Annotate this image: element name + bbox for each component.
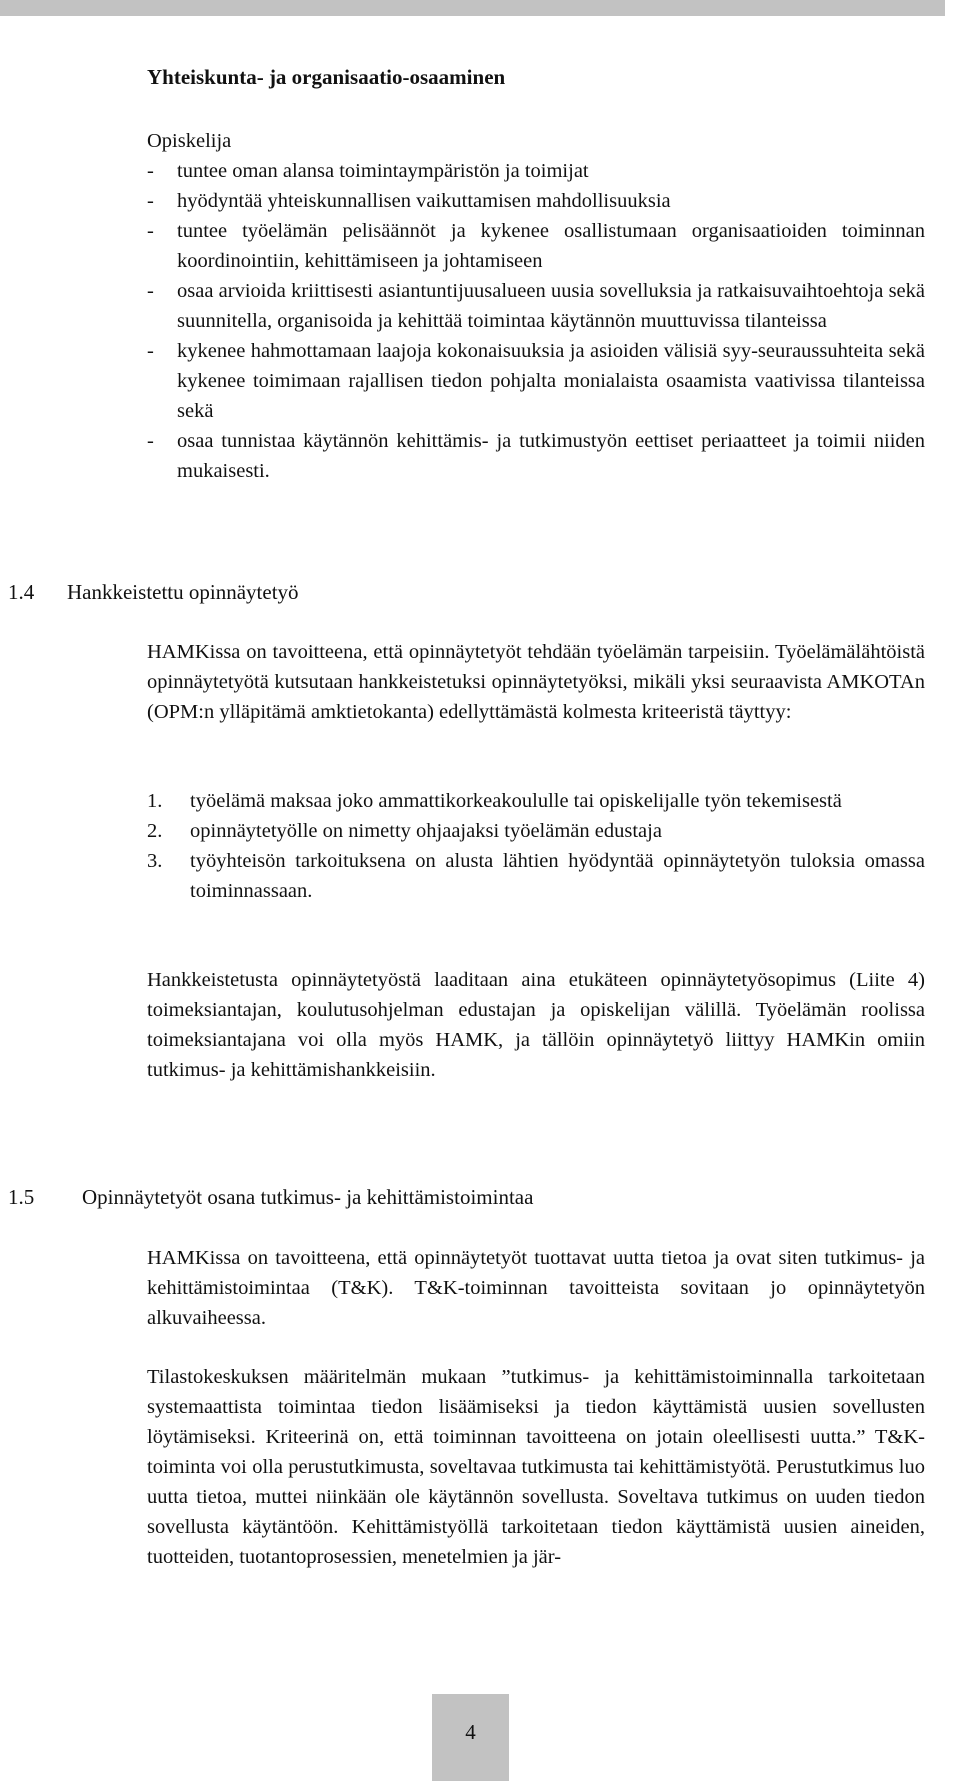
list-item bbox=[147, 186, 925, 216]
intro-label: Opiskelija bbox=[147, 130, 232, 152]
list-item bbox=[147, 336, 925, 426]
list-item-text: tuntee työelämän pelisäännöt ja kykenee osallistumaan organisaatioiden toiminnan koordinointiin, kehittämiseen ja johtamiseen bbox=[177, 220, 925, 272]
item-number: 1. bbox=[147, 790, 163, 812]
section-1-4-paragraph-1: HAMKissa on tavoitteena, että opinnäytetyöt tehdään työelämän tarpeisiin. Työelämälähtöistä opinnäytetyötä kutsutaan hankkeistetuksi opinnäytetyöksi, mikäli yksi seuraavista AMKOTAn (OPM:n ylläpitämä amktietokanta) edellyttämästä kolmesta kriteeristä täyttyy: bbox=[147, 641, 925, 723]
competence-list bbox=[147, 156, 925, 486]
list-item-text: työelämä maksaa joko ammattikorkeakoululle tai opiskelijalle työn tekemisestä bbox=[190, 790, 842, 812]
list-item-text: kykenee hahmottamaan laajoja kokonaisuuksia ja asioiden välisiä syy-seuraussuhteita sekä kykenee toimimaan rajallisen tiedon pohjalta monialaista osaamista vaativissa tilanteissa sekä bbox=[177, 340, 925, 422]
list-item bbox=[147, 156, 925, 186]
criteria-list bbox=[147, 786, 925, 906]
dash-marker: - bbox=[147, 220, 154, 242]
item-number: 3. bbox=[147, 850, 163, 872]
section-title: Hankkeistettu opinnäytetyö bbox=[67, 580, 299, 604]
dash-marker: - bbox=[147, 190, 154, 212]
list-item bbox=[147, 846, 925, 906]
section-1-5-paragraph-1: HAMKissa on tavoitteena, että opinnäytetyöt tuottavat uutta tietoa ja ovat siten tutkimus- ja kehittämistoimintaa (T&K). T&K-toiminnan tavoitteista sovitaan jo opinnäytetyön alkuvaiheessa. bbox=[147, 1247, 925, 1329]
list-item bbox=[147, 276, 925, 336]
page-number: 4 bbox=[432, 1694, 509, 1781]
section-title: Opinnäytetyöt osana tutkimus- ja kehittämistoimintaa bbox=[82, 1185, 534, 1209]
dash-marker: - bbox=[147, 280, 154, 302]
list-item-text: osaa arvioida kriittisesti asiantuntijuusalueen uusia sovelluksia ja ratkaisuvaihtoehtoja sekä suunnitella, organisoida ja kehittää toimintaa käytännön muuttuvissa tilanteissa bbox=[177, 280, 925, 332]
competence-list-block bbox=[147, 126, 925, 486]
section-1-5-paragraph-2: Tilastokeskuksen määritelmän mukaan ”tutkimus- ja kehittämistoiminnalla tarkoitetaan systemaattista toimintaa tiedon lisäämiseksi ja tiedon käyttämistä uusien sovellusten löytämiseksi. Kriteerinä on, että toiminnan tavoitteena on jotain oleellisesti uutta.” T&K-toiminta voi olla perustutkimusta, soveltavaa tutkimusta tai kehittämistyötä. Perustutkimus luo uutta tietoa, muttei niinkään ole käytännön sovellusta. Soveltava tutkimus on uuden tiedon sovellusta käytäntöön. Kehittämistyöllä tarkoitetaan tiedon käyttämistä uusien aineiden, tuotteiden, tuotantoprosessien, menetelmien ja jär- bbox=[147, 1366, 925, 1568]
list-item-text: työyhteisön tarkoituksena on alusta lähtien hyödyntää opinnäytetyön tuloksia omassa toiminnassaan. bbox=[190, 850, 925, 902]
list-item bbox=[147, 816, 925, 846]
list-item bbox=[147, 426, 925, 486]
dash-marker: - bbox=[147, 340, 154, 362]
section-heading: Yhteiskunta- ja organisaatio-osaaminen bbox=[147, 65, 506, 89]
top-header-bar bbox=[0, 0, 945, 16]
list-item-text: tuntee oman alansa toimintaympäristön ja toimijat bbox=[177, 160, 589, 182]
list-item-text: opinnäytetyölle on nimetty ohjaajaksi työelämän edustaja bbox=[190, 820, 662, 842]
item-number: 2. bbox=[147, 820, 163, 842]
dash-marker: - bbox=[147, 160, 154, 182]
list-item-text: osaa tunnistaa käytännön kehittämis- ja tutkimustyön eettiset periaatteet ja toimii niiden mukaisesti. bbox=[177, 430, 925, 482]
section-1-4-paragraph-2: Hankkeistetusta opinnäytetyöstä laaditaan aina etukäteen opinnäytetyösopimus (Liite 4) toimeksiantajan, koulutusohjelman edustajan ja opiskelijan välillä. Työelämän roolissa toimeksiantajana voi olla myös HAMK, ja tällöin opinnäytetyö liittyy HAMKin omiin tutkimus- ja kehittämishankkeisiin. bbox=[147, 969, 925, 1081]
dash-marker: - bbox=[147, 430, 154, 452]
list-item-text: hyödyntää yhteiskunnallisen vaikuttamisen mahdollisuuksia bbox=[177, 190, 671, 212]
list-item bbox=[147, 786, 925, 816]
section-number: 1.4 bbox=[8, 580, 35, 604]
section-number: 1.5 bbox=[8, 1185, 35, 1209]
list-item bbox=[147, 216, 925, 276]
